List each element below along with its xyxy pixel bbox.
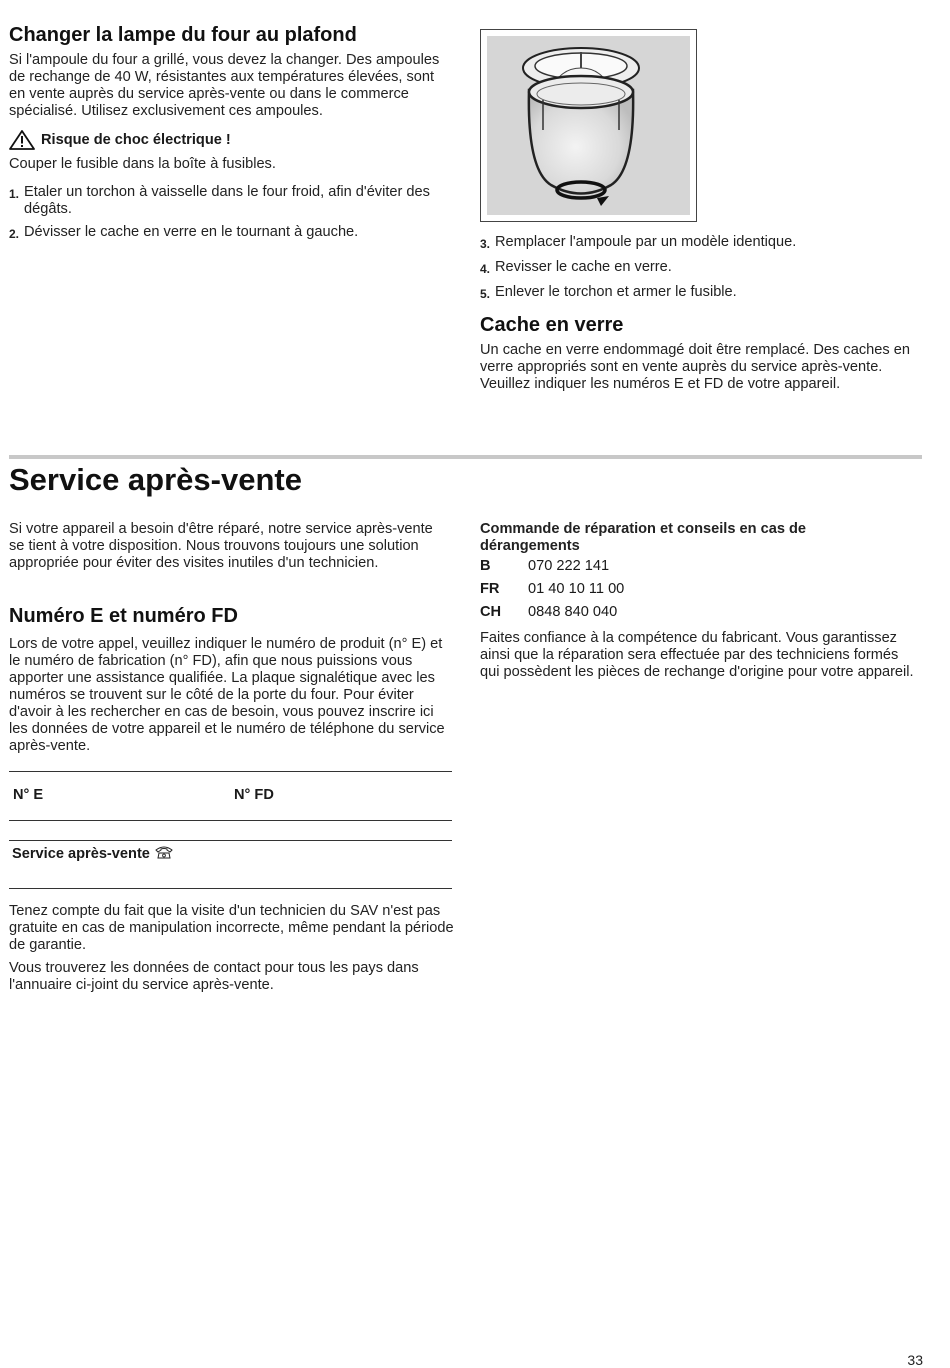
fd-number-field-label: N° FD (234, 787, 274, 803)
glass-cover-title: Cache en verre (480, 314, 624, 336)
warning-label: Risque de choc électrique ! (41, 132, 231, 148)
lamp-section-title: Changer la lampe du four au plafond (9, 24, 357, 46)
sav-phone-field (12, 845, 173, 863)
form-line (9, 820, 452, 821)
sav-field-label: Service après-vente (12, 846, 150, 862)
step-text: Enlever le torchon et armer le fusible. (495, 284, 737, 300)
step-number: 2. (9, 227, 20, 241)
country-code: CH (480, 604, 502, 620)
step-number: 5. (480, 287, 491, 301)
form-line-bottom (9, 888, 452, 889)
warning-text: Couper le fusible dans la boîte à fusibles. (9, 156, 276, 172)
manufacturer-trust-text: Faites confiance à la compétence du fabricant. Vous garantissez ainsi que la réparation sera effectuée par des techniciens formés qui possèdent les pièces de rechange d'origine pour votre appareil. (480, 630, 914, 680)
contact-note-text: Vous trouverez les données de contact pour tous les pays dans l'annuaire ci-joint du service après-vente. (9, 960, 419, 993)
telephone-icon (155, 845, 173, 863)
list-item (480, 259, 920, 278)
lamp-cover-illustration (480, 29, 697, 222)
form-line (9, 840, 452, 841)
list-item (9, 184, 449, 218)
list-item (9, 224, 449, 243)
phone-table (480, 558, 624, 627)
table-row (480, 604, 624, 627)
step-text: Etaler un torchon à vaisselle dans le four froid, afin d'éviter des dégâts. (24, 184, 430, 217)
phone-number: 0848 840 040 (528, 604, 618, 620)
table-row (480, 581, 624, 604)
step-number: 1. (9, 187, 20, 201)
table-row (480, 558, 624, 581)
service-title: Service après-vente (9, 462, 302, 497)
list-item (480, 234, 920, 253)
lamp-steps-left (9, 184, 449, 249)
phone-number: 01 40 10 11 00 (528, 581, 625, 597)
step-number: 4. (480, 262, 491, 276)
step-text: Dévisser le cache en verre en le tournant à gauche. (24, 224, 359, 240)
page-number: 33 (907, 1352, 923, 1368)
lamp-steps-right (480, 234, 920, 309)
electric-shock-warning (9, 130, 231, 150)
efd-text: Lors de votre appel, veuillez indiquer le numéro de produit (n° E) et le numéro de fabrication (n° FD), afin que nous puissions vous apporter une assistance qualifiée. La plaque signalétique avec les numéros se trouvent sur le côté de la porte du four. Pour éviter d'avoir à les rechercher en cas de besoin, vous pouvez inscrire ici les données de votre appareil et le numéro de téléphone du service après-vente. (9, 636, 445, 754)
service-intro-text: Si votre appareil a besoin d'être réparé, notre service après-vente se tient à votre disposition. Nous trouvons toujours une solution appropriée pour éviter des visites inutiles d'un technicien. (9, 521, 433, 571)
step-text: Revisser le cache en verre. (495, 259, 672, 275)
country-code: FR (480, 581, 500, 597)
e-number-field-label: N° E (13, 787, 44, 803)
glass-cover-text: Un cache en verre endommagé doit être remplacé. Des caches en verre appropriés sont en vente auprès du service après-vente. Veuillez indiquer les numéros E et FD de votre appareil. (480, 342, 910, 392)
form-line-top (9, 771, 452, 772)
lamp-intro-text: Si l'ampoule du four a grillé, vous devez la changer. Des ampoules de rechange de 40 W, résistantes aux températures élevées, sont en vente auprès du service après-vente ou dans le commerce spécialisé. Utilisez exclusivement ces ampoules. (9, 52, 440, 119)
section-divider (9, 455, 922, 459)
step-text: Remplacer l'ampoule par un modèle identique. (495, 234, 797, 250)
efd-title: Numéro E et numéro FD (9, 605, 238, 627)
country-code: B (480, 558, 491, 574)
cost-note-text: Tenez compte du fait que la visite d'un technicien du SAV n'est pas gratuite en cas de manipulation incorrecte, même pendant la période de garantie. (9, 903, 454, 953)
repair-orders-title: Commande de réparation et conseils en cas de dérangements (480, 521, 807, 554)
warning-triangle-icon (9, 130, 35, 150)
phone-number: 070 222 141 (528, 558, 610, 574)
step-number: 3. (480, 237, 491, 251)
list-item (480, 284, 920, 303)
